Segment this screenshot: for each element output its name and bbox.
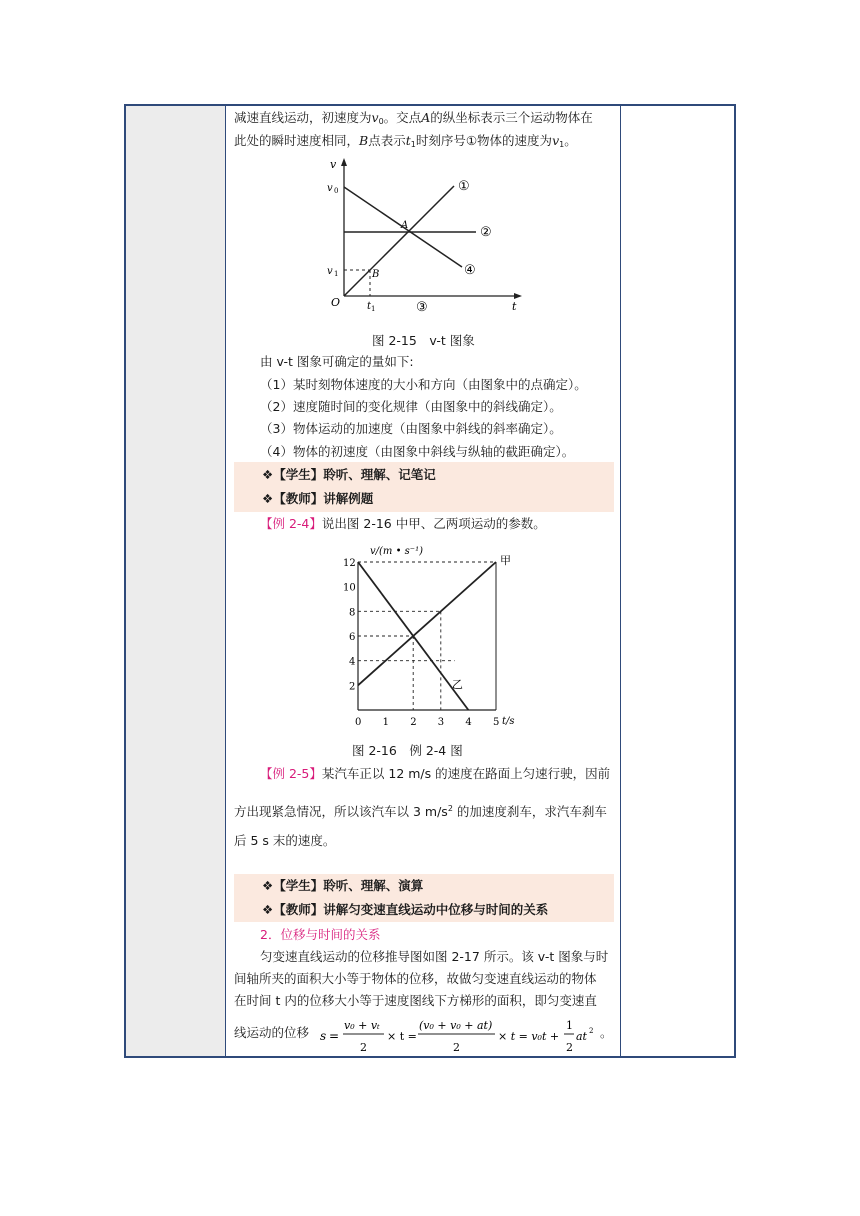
formula-half-num: 1 xyxy=(566,1019,573,1032)
left-column xyxy=(126,106,226,1056)
fig215-t1-sub: 1 xyxy=(371,305,376,313)
list-item: （1）某时刻物体速度的大小和方向（由图象中的点确定）。 xyxy=(260,377,587,392)
y-tick-label: 8 xyxy=(349,607,356,619)
example-2-5-line-3: 后 5 s 末的速度。 xyxy=(234,833,336,848)
example-2-4 xyxy=(260,513,546,535)
list-item: （3）物体运动的加速度（由图象中斜线的斜率确定）。 xyxy=(260,421,562,436)
figure-2-15 xyxy=(326,156,526,316)
y-tick-label: 10 xyxy=(343,582,356,594)
fig215-A-label: A xyxy=(401,220,409,231)
x-tick-label: 0 xyxy=(355,717,362,728)
formula-den-1: 2 xyxy=(360,1041,367,1054)
section-2-para-line: 在时间 t 内的位移大小等于速度图线下方梯形的面积，即匀变速直 xyxy=(234,993,597,1008)
example-2-4-tag: 【例 2-4】 xyxy=(260,516,322,531)
displacement-formula xyxy=(318,1012,608,1058)
right-column xyxy=(620,106,734,1056)
x-tick-label: 1 xyxy=(382,717,389,728)
section-2-heading: 2．位移与时间的关系 xyxy=(260,927,381,942)
y-tick-label: 12 xyxy=(343,558,356,569)
example-2-5-line-2: 方出现紧急情况，所以该汽车以 3 $m/s^2$ 的加速度刹车，求汽车刹车 xyxy=(234,804,607,820)
fig215-v-label: v xyxy=(330,158,337,171)
activity-box-2 xyxy=(234,874,614,922)
intro-line-1: 减速直线运动，初速度为$v_0$。交点A的纵坐标表示三个运动物体在 xyxy=(234,110,593,126)
fig215-v1-sub: 1 xyxy=(334,270,339,278)
teacher-activity-2: ❖【教师】讲解匀变速直线运动中位移与时间的关系 xyxy=(262,902,549,917)
x-tick-label: 5 xyxy=(493,717,500,728)
x-tick-label: 3 xyxy=(437,717,445,728)
example-2-5-tag: 【例 2-5】 xyxy=(260,766,322,781)
content-column xyxy=(234,106,614,1056)
fig215-t-label: t xyxy=(512,300,517,313)
formula-end-period: 。 xyxy=(600,1025,613,1040)
formula-times-t-2: × t = v₀t + xyxy=(498,1030,560,1043)
section-2-para-line: 匀变速直线运动的位移推导图如图 2-17 所示。该 v-t 图象与时 xyxy=(260,949,609,964)
fig215-v0-label: v xyxy=(327,183,333,194)
example-2-5-line-1: 【例 2-5】某汽车正以 12 m/s 的速度在路面上匀速行驶，因前 xyxy=(260,766,611,781)
series-line-1 xyxy=(358,562,496,685)
formula-eq: = xyxy=(329,1029,340,1043)
y-tick-label: 6 xyxy=(349,632,356,643)
formula-num-2: (v₀ + v₀ + at) xyxy=(419,1019,493,1032)
fig215-t1-label: t xyxy=(367,301,372,312)
section-2-para-line: 间轴所夹的面积大小等于物体的位移，故做匀变速直线运动的物体 xyxy=(234,971,597,986)
section-2-para-line: 线运动的位移 xyxy=(234,1025,310,1040)
series-label-yi: 乙 xyxy=(451,677,463,691)
list-item: （2）速度随时间的变化规律（由图象中的斜线确定）。 xyxy=(260,399,562,414)
list-lead: 由 v-t 图象可确定的量如下: xyxy=(260,354,414,369)
list-item: （4）物体的初速度（由图象中斜线与纵轴的截距确定）。 xyxy=(260,444,575,459)
y-tick-label: 4 xyxy=(349,656,356,668)
fig216-caption: 图 2-16 例 2-4 图 xyxy=(352,743,463,758)
fig215-mark-2: ② xyxy=(480,225,492,240)
fig215-mark-1: ① xyxy=(458,179,470,194)
x-tick-label: 2 xyxy=(410,717,417,728)
fig215-caption: 图 2-15 v-t 图象 xyxy=(372,333,475,348)
chart-ylabel: v/(m • s⁻¹) xyxy=(370,546,423,557)
student-activity-1: ❖【学生】聆听、理解、记笔记 xyxy=(262,467,436,482)
formula-den-2: 2 xyxy=(453,1041,460,1054)
chart-xlabel: t/s xyxy=(502,716,515,727)
student-activity-2: ❖【学生】聆听、理解、演算 xyxy=(262,878,424,893)
formula-times-t: × t = xyxy=(387,1030,417,1043)
formula-at-sup: 2 xyxy=(589,1027,594,1035)
y-tick-label: 2 xyxy=(349,681,356,693)
figure-2-16-chart xyxy=(332,540,532,730)
formula-s: s xyxy=(320,1029,327,1043)
formula-half-den: 2 xyxy=(566,1041,573,1054)
fig215-v0-sub: 0 xyxy=(334,187,339,195)
x-tick-label: 4 xyxy=(465,717,472,728)
series-label-jia: 甲 xyxy=(500,554,511,567)
fig215-mark-3: ③ xyxy=(416,300,428,315)
example-2-4-text: 说出图 2-16 中甲、乙两项运动的参数。 xyxy=(321,516,546,531)
fig215-mark-4: ④ xyxy=(464,263,476,278)
fig215-v1-label: v xyxy=(327,266,333,277)
intro-line-2: 此处的瞬时速度相同，B点表示$t_1$时刻序号①物体的速度为$v_1$。 xyxy=(234,133,577,149)
activity-box-1 xyxy=(234,462,614,512)
formula-at: at xyxy=(576,1030,587,1043)
fig215-origin-label: O xyxy=(331,296,341,309)
teacher-activity-1: ❖【教师】讲解例题 xyxy=(262,491,374,506)
lesson-table xyxy=(124,104,736,1058)
fig215-B-label: B xyxy=(372,269,380,280)
formula-num-1: v₀ + vₜ xyxy=(344,1019,380,1032)
